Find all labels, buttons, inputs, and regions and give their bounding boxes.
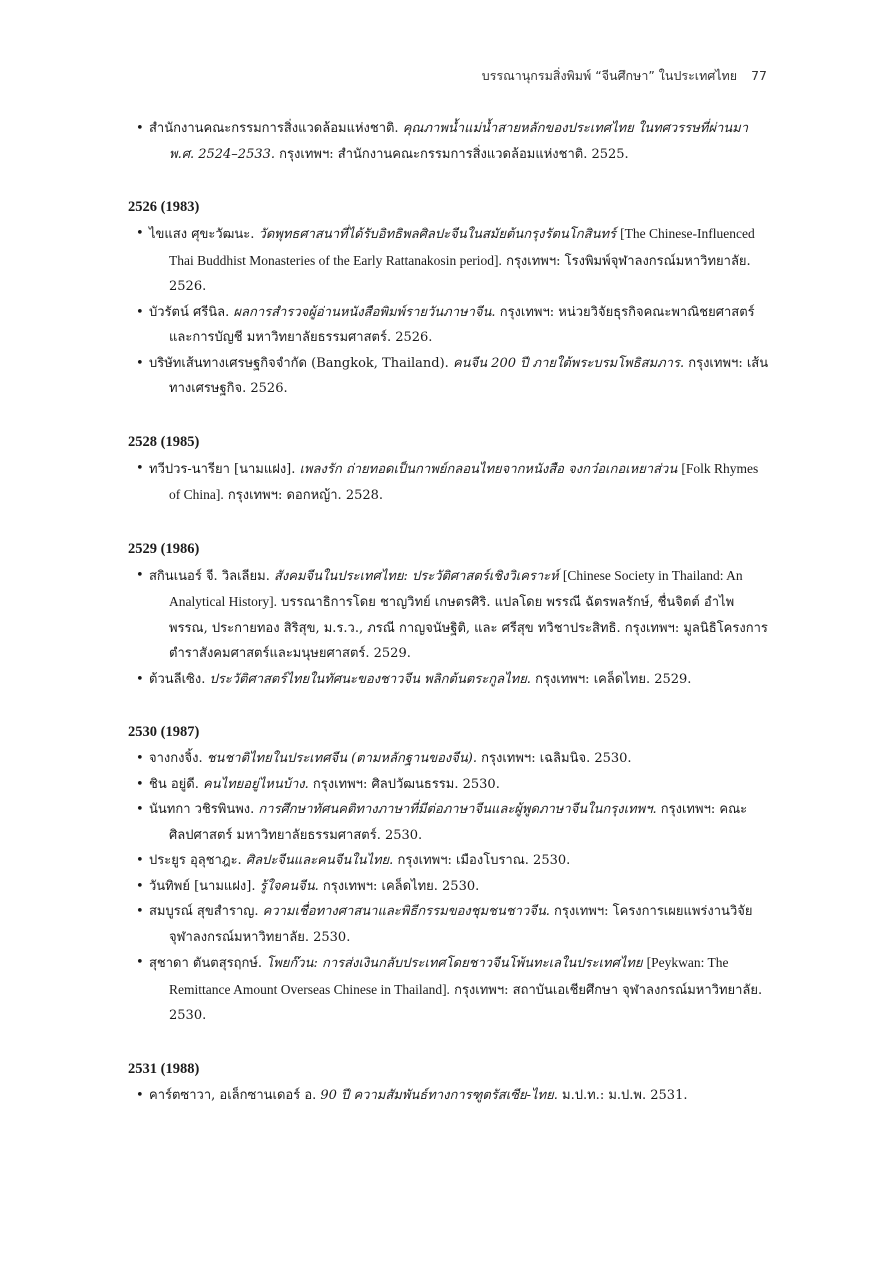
entry-english-title: [Folk Rhymes of China]. (169, 460, 759, 502)
entry-title: คุณภาพน้ำแม่น้ำสายหลักของประเทศไทย ในทศวรรษที่ผ่านมา พ.ศ. 2524–2533. (169, 121, 749, 162)
bibliography-entry (128, 874, 770, 900)
entry-title: ศิลปะจีนและคนจีนในไทย. (245, 853, 394, 868)
running-title: บรรณานุกรมสิ่งพิมพ์ “จีนศึกษา” ในประเทศไทย (481, 68, 738, 83)
entry-author: นันทกา วชิรพินพง. (149, 802, 255, 817)
entry-author: บริษัทเส้นทางเศรษฐกิจจำกัด (Bangkok, Thailand). (149, 355, 449, 371)
running-head (482, 66, 767, 86)
entry-publication: กรุงเทพฯ: ศิลปวัฒนธรรม. 2530. (312, 776, 500, 792)
bibliography-entry (128, 848, 770, 874)
entry-publication: กรุงเทพฯ: คณะศิลปศาสตร์ มหาวิทยาลัยธรรมศาสตร์. 2530. (169, 802, 748, 843)
year-heading: 2529 (1986) (128, 540, 200, 557)
bibliography-entry (128, 221, 770, 300)
entry-publication: กรุงเทพฯ: โรงพิมพ์จุฬาลงกรณ์มหาวิทยาลัย. 2526. (169, 253, 751, 294)
bibliography-entry (128, 667, 770, 693)
bibliography-entry (128, 772, 770, 798)
entry-author: ทวีปวร-นารียา [นามแฝง]. (149, 461, 296, 477)
entry-title: รู้ใจคนจีน. (259, 878, 319, 894)
bibliography-entry (128, 797, 770, 848)
entry-title: เพลงรัก ถ่ายทอดเป็นกาพย์กลอนไทยจากหนังสือ จงกว๋อเกอเหยาส่วน (299, 461, 678, 477)
entry-author: ต้วนลีเซิง. (149, 671, 206, 687)
year-section (128, 537, 770, 693)
entry-title: ชนชาติไทยในประเทศจีน (ตามหลักฐานของจีน). (206, 751, 477, 766)
entry-title: ผลการสำรวจผู้อ่านหนังสือพิมพ์รายวันภาษาจีน. (233, 304, 496, 320)
entry-author: สำนักงานคณะกรรมการสิ่งแวดล้อมแห่งชาติ. (149, 121, 399, 136)
entry-publication: กรุงเทพฯ: สำนักงานคณะกรรมการสิ่งแวดล้อมแห่งชาติ. 2525. (279, 146, 629, 162)
year-heading: 2526 (1983) (128, 199, 200, 215)
entry-publication: ม.ป.ท.: ม.ป.พ. 2531. (562, 1087, 688, 1103)
entry-title: คนไทยอยู่ไหนบ้าง. (202, 776, 309, 792)
entry-author: คาร์ตซาวา, อเล็กซานเดอร์ อ. (149, 1087, 317, 1103)
entry-author: จางกงจิ้ง. (149, 751, 203, 766)
entry-publication: กรุงเทพฯ: โครงการเผยแพร่งานวิจัยจุฬาลงกรณ์มหาวิทยาลัย. 2530. (169, 904, 753, 945)
entry-author: บัวรัตน์ ศรีนิล. (149, 304, 230, 320)
entry-publication: กรุงเทพฯ: เมืองโบราณ. 2530. (397, 853, 571, 868)
entry-author: ไขแสง ศุขะวัฒนะ. (149, 227, 255, 242)
bibliography-entry (128, 899, 770, 950)
year-section (128, 195, 770, 402)
entry-author: ชิน อยู่ดี. (149, 776, 199, 792)
bibliography-entry (128, 746, 770, 772)
page-number: 77 (751, 68, 767, 83)
entry-title: สังคมจีนในประเทศไทย: ประวัติศาสตร์เชิงวิเคราะห์ (273, 568, 559, 584)
year-section (128, 430, 770, 509)
entry-author: วันทิพย์ [นามแฝง]. (149, 878, 256, 894)
entry-title: 90 ปี ความสัมพันธ์ทางการฑูตรัสเซีย-ไทย. (320, 1087, 558, 1103)
entry-publication: กรุงเทพฯ: เคล็ดไทย. 2529. (535, 671, 692, 687)
year-section (128, 1057, 770, 1109)
entry-title: คนจีน 200 ปี ภายใต้พระบรมโพธิสมภาร. (452, 355, 685, 371)
entry-publication: กรุงเทพฯ: เส้นทางเศรษฐกิจ. 2526. (169, 355, 769, 396)
entry-author: สุชาดา ตันตสุรฤกษ์. (149, 956, 263, 971)
entry-publication: กรุงเทพฯ: หน่วยวิจัยธุรกิจคณะพาณิชยศาสตร์และการบัญชี มหาวิทยาลัยธรรมศาสตร์. 2526. (169, 304, 755, 345)
entry-title: โพยก๊วน: การส่งเงินกลับประเทศโดยชาวจีนโพ้นทะเลในประเทศไทย (266, 956, 643, 971)
bibliography-body (128, 116, 770, 1108)
bibliography-entry (128, 1083, 770, 1109)
entry-publication: กรุงเทพฯ: ดอกหญ้า. 2528. (227, 488, 384, 503)
entry-title: ความเชื่อทางศาสนาและพิธีกรรมของชุมชนชาวจีน. (262, 904, 550, 919)
entry-english-title: [The Chinese-Influenced Thai Buddhist Monasteries of the Early Rattanakosin period]. (169, 226, 755, 268)
entry-title: วัดพุทธศาสนาที่ได้รับอิทธิพลศิลปะจีนในสมัยต้นกรุงรัตนโกสินทร์ (258, 227, 617, 242)
bibliography-entry (128, 300, 770, 351)
entry-author: สมบูรณ์ สุขสำราญ. (149, 904, 259, 919)
entry-english-title: [Chinese Society in Thailand: An Analytical History]. (169, 567, 743, 609)
year-section (128, 116, 770, 167)
entry-publication: กรุงเทพฯ: สถาบันเอเชียศึกษา จุฬาลงกรณ์มหาวิทยาลัย. 2530. (169, 982, 763, 1023)
bibliography-entry (128, 950, 770, 1029)
entry-publication: กรุงเทพฯ: เคล็ดไทย. 2530. (322, 878, 480, 894)
entry-title: การศึกษาทัศนคติทางภาษาที่มีต่อภาษาจีนและผู้พูดภาษาจีนในกรุงเทพฯ. (258, 802, 657, 817)
entry-author: สกินเนอร์ จี. วิลเลียม. (149, 568, 270, 584)
bibliography-entry (128, 351, 770, 402)
year-heading: 2530 (1987) (128, 724, 200, 740)
entry-publication: บรรณาธิการโดย ชาญวิทย์ เกษตรศิริ. แปลโดย พรรณี ฉัตรพลรักษ์, ชื่นจิตต์ อำไพพรรณ, ประกายทอง สิริสุข, ม.ร.ว., ภรณี กาญจนัษฐิติ, และ ศรีสุข ทวิชาประสิทธิ. กรุงเทพฯ: มูลนิธิโครงการตำราสังคมศาสตร์และมนุษยศาสตร์. 2529. (169, 595, 768, 661)
year-heading: 2531 (1988) (128, 1060, 200, 1077)
entry-title: ประวัติศาสตร์ไทยในทัศนะของชาวจีน พลิกต้นตระกูลไทย. (209, 671, 531, 687)
year-section (128, 720, 770, 1029)
entry-english-title: [Peykwan: The Remittance Amount Overseas Chinese in Thailand]. (169, 955, 729, 997)
year-heading: 2528 (1985) (128, 433, 200, 450)
bibliography-entry (128, 563, 770, 667)
bibliography-entry (128, 116, 770, 167)
bibliography-entry (128, 456, 770, 509)
entry-publication: กรุงเทพฯ: เฉลิมนิจ. 2530. (481, 751, 632, 766)
entry-author: ประยูร อุลุชาฎะ. (149, 853, 242, 868)
